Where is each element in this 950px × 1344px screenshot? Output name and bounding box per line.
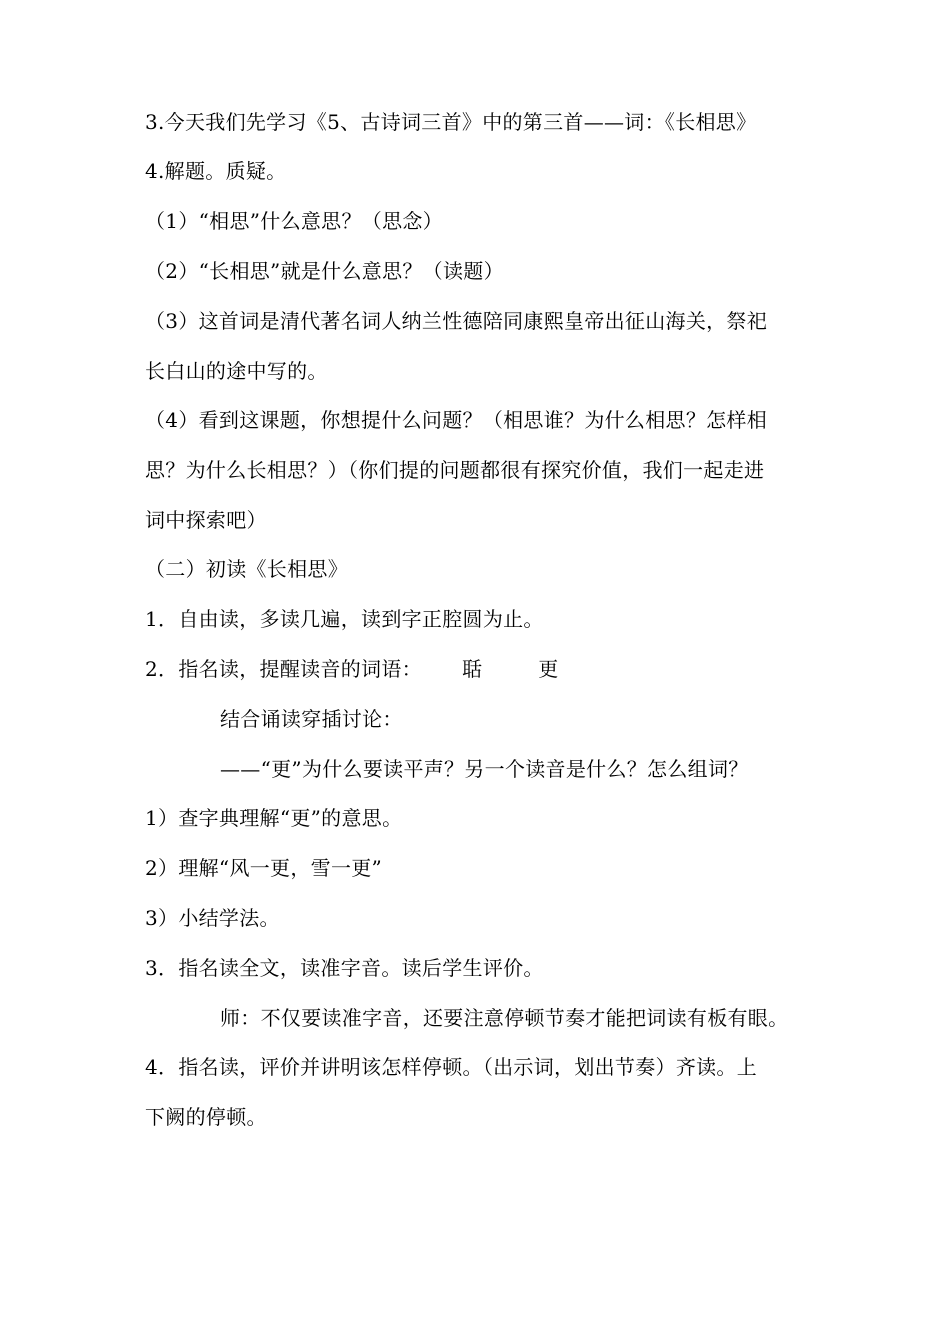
text-line-15: 1）查字典理解“更”的意思。 (145, 806, 403, 830)
text-line-7: （4）看到这课题，你想提什么问题？（相思谁？为什么相思？怎样相 (145, 408, 768, 432)
text-line-5: （3）这首词是清代著名词人纳兰性德陪同康熙皇帝出征山海关，祭祀 (145, 309, 768, 333)
text-line-4: （2）“长相思”就是什么意思？（读题） (145, 259, 504, 283)
text-line-13: 结合诵读穿插讨论： (220, 707, 403, 731)
text-line-14: ——“更”为什么要读平声？另一个读音是什么？怎么组词？ (220, 757, 749, 781)
text-line-16: 2）理解“风一更，雪一更” (145, 856, 383, 880)
section-heading: （二）初读《长相思》 (145, 557, 348, 581)
text-line-17: 3）小结学法。 (145, 906, 280, 930)
word-gua: 聒 (461, 657, 483, 681)
text-line-6: 长白山的途中写的。 (145, 359, 328, 383)
text-line-11: 1．自由读，多读几遍，读到字正腔圆为止。 (145, 607, 544, 631)
text-line-19: 师：不仅要读准字音，还要注意停顿节奏才能把词读有板有眼。 (220, 1006, 789, 1030)
text-line-9: 词中探索吧） (145, 508, 267, 532)
text-line-1: 3.今天我们先学习《5、古诗词三首》中的第三首——词：《长相思》 (145, 110, 757, 134)
text-line-12 (145, 655, 559, 683)
text-line-2: 4.解题。质疑。 (145, 159, 287, 183)
text-line-3: （1）“相思”什么意思？（思念） (145, 209, 443, 233)
text-line-21: 下阙的停顿。 (145, 1105, 267, 1129)
text-line-20: 4．指名读，评价并讲明该怎样停顿。（出示词，划出节奏）齐读。上 (145, 1055, 758, 1079)
word-geng: 更 (538, 657, 559, 681)
text-line-8: 思？为什么长相思？）（你们提的问题都很有探究价值，我们一起走进 (145, 458, 765, 482)
text-line-18: 3．指名读全文，读准字音。读后学生评价。 (145, 956, 544, 980)
reading-prompt: 2．指名读，提醒读音的词语： (145, 657, 422, 681)
